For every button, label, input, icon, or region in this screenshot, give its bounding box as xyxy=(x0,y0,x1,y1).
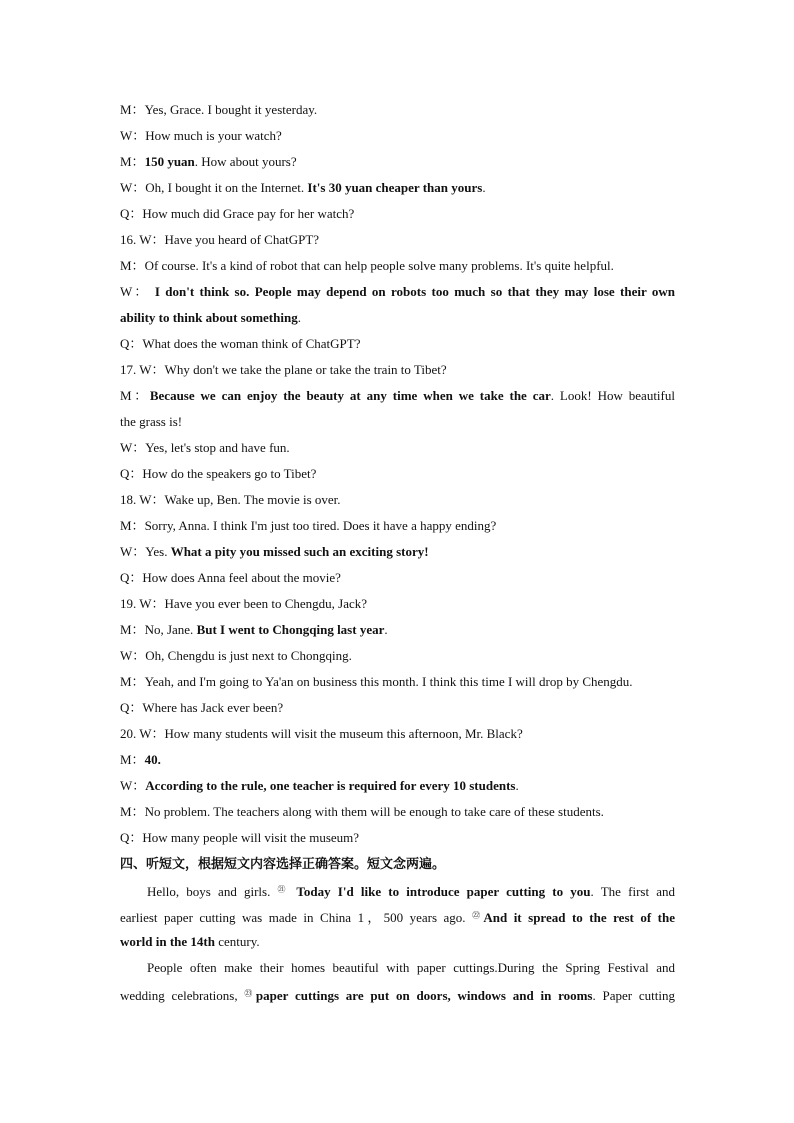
text-line xyxy=(120,180,675,196)
text-line xyxy=(120,934,675,950)
text-span: Yeah, and I'm going to Ya'an on business this month. I think this time I will drop by Chengdu. xyxy=(144,674,633,689)
text-span: M： xyxy=(120,388,150,403)
text-span: 18. W： xyxy=(120,492,165,507)
text-span: Hello, boys and girls. xyxy=(147,884,278,899)
text-span: I don't think so. People may depend on robots too much so that they may lose their own xyxy=(149,284,675,299)
text-line xyxy=(120,596,675,612)
text-span: Of course. It's a kind of robot that can help people solve many problems. It's quite helpful. xyxy=(144,258,614,273)
text-span: It's 30 yuan cheaper than yours xyxy=(307,180,483,195)
text-span: What does the woman think of ChatGPT? xyxy=(142,336,361,351)
text-span: No problem. The teachers along with them will be enough to take care of these students. xyxy=(144,804,604,819)
text-span: Wake up, Ben. The movie is over. xyxy=(164,492,341,507)
text-span: M： xyxy=(120,752,145,767)
text-span: M： xyxy=(120,258,145,273)
text-span: Yes, let's stop and have fun. xyxy=(145,440,290,455)
text-line xyxy=(120,518,675,534)
text-span: Yes, Grace. I bought it yesterday. xyxy=(144,102,318,117)
text-span: ㉓ xyxy=(244,989,256,998)
text-span: Oh, I bought it on the Internet. xyxy=(145,180,308,195)
text-line xyxy=(120,388,675,404)
text-span: How do the speakers go to Tibet? xyxy=(142,466,317,481)
text-span: Because we can enjoy the beauty at any time when we take the car xyxy=(149,388,551,403)
text-span: paper cuttings are put on doors, windows and in rooms xyxy=(255,988,593,1003)
text-span: century. xyxy=(214,934,260,949)
text-span: M： xyxy=(120,674,145,689)
text-span: M： xyxy=(120,102,145,117)
text-line xyxy=(120,232,675,248)
text-span: . xyxy=(515,778,519,793)
text-span: . Paper cutting xyxy=(592,988,676,1003)
text-span: world in the 14th xyxy=(120,934,215,949)
text-span: . How about yours? xyxy=(194,154,297,169)
text-span: Q： xyxy=(120,466,143,481)
text-span: Oh, Chengdu is just next to Chongqing. xyxy=(145,648,352,663)
text-line xyxy=(120,830,675,846)
text-span: . The first and xyxy=(590,884,676,899)
text-line xyxy=(120,778,675,794)
text-line xyxy=(120,362,675,378)
text-span: According to the rule, one teacher is required for every 10 students xyxy=(145,778,516,793)
text-line xyxy=(120,674,675,690)
text-span: 四、听短文，根据短文内容选择正确答案。短文念两遍。 xyxy=(120,857,446,872)
text-line xyxy=(120,414,675,430)
text-line xyxy=(120,440,675,456)
text-line xyxy=(120,336,675,352)
text-line xyxy=(120,154,675,170)
text-line xyxy=(120,986,675,1004)
text-span: M： xyxy=(120,154,145,169)
text-span: Sorry, Anna. I think I'm just too tired. Does it have a happy ending? xyxy=(144,518,497,533)
text-span: ability to think about something xyxy=(120,310,298,325)
text-span: earliest paper cutting was made in China 1，500 years ago. xyxy=(120,910,473,925)
text-span: . xyxy=(384,622,388,637)
text-span: M： xyxy=(120,622,145,637)
text-line xyxy=(120,648,675,664)
text-line xyxy=(120,544,675,560)
text-span: Q： xyxy=(120,570,143,585)
text-line xyxy=(120,622,675,638)
text-line xyxy=(120,700,675,716)
text-span: How does Anna feel about the movie? xyxy=(142,570,341,585)
text-span: M： xyxy=(120,804,145,819)
text-line xyxy=(120,856,675,873)
text-span: . Look! How beautiful xyxy=(550,388,675,403)
text-span: Q： xyxy=(120,830,143,845)
text-span: W： xyxy=(120,648,146,663)
text-span: But I went to Chongqing last year xyxy=(196,622,385,637)
text-line xyxy=(147,882,675,900)
text-span: How much did Grace pay for her watch? xyxy=(142,206,355,221)
text-span: M： xyxy=(120,518,145,533)
text-span: W： xyxy=(120,440,146,455)
text-span: W： xyxy=(120,284,150,299)
text-span: ㉑ xyxy=(277,885,290,894)
text-line xyxy=(120,570,675,586)
text-span: 19. W： xyxy=(120,596,165,611)
text-span: People often make their homes beautiful with paper cuttings.During the Spring Festival and xyxy=(147,960,675,975)
text-line xyxy=(120,128,675,144)
text-line xyxy=(120,804,675,820)
text-line xyxy=(120,284,675,300)
text-line xyxy=(120,726,675,742)
text-line xyxy=(120,310,675,326)
text-span: Have you ever been to Chengdu, Jack? xyxy=(164,596,368,611)
text-span: W： xyxy=(120,128,146,143)
text-span: Q： xyxy=(120,206,143,221)
text-span: W： xyxy=(120,544,146,559)
text-span: How much is your watch? xyxy=(145,128,282,143)
text-line xyxy=(120,258,675,274)
text-span: Why don't we take the plane or take the train to Tibet? xyxy=(164,362,447,377)
text-line xyxy=(120,206,675,222)
text-span: Q： xyxy=(120,336,143,351)
text-span: wedding celebrations, xyxy=(120,988,245,1003)
text-span: 40. xyxy=(144,752,161,767)
text-span: How many people will visit the museum? xyxy=(142,830,360,845)
text-span: Have you heard of ChatGPT? xyxy=(164,232,320,247)
text-line xyxy=(120,466,675,482)
text-span: the grass is! xyxy=(120,414,183,429)
text-span: 17. W： xyxy=(120,362,165,377)
text-span: ㉒ xyxy=(472,911,484,920)
text-span: 20. W： xyxy=(120,726,165,741)
text-line xyxy=(120,752,675,768)
text-span: W： xyxy=(120,778,146,793)
text-span: How many students will visit the museum this afternoon, Mr. Black? xyxy=(164,726,523,741)
text-span: No, Jane. xyxy=(144,622,197,637)
text-span: Q： xyxy=(120,700,143,715)
text-span: Yes. xyxy=(145,544,171,559)
text-span: . xyxy=(482,180,486,195)
text-span: And it spread to the rest of the xyxy=(483,910,676,925)
text-span: Where has Jack ever been? xyxy=(142,700,284,715)
text-span: 16. W： xyxy=(120,232,165,247)
text-line xyxy=(120,908,675,926)
text-span: . xyxy=(297,310,301,325)
text-line xyxy=(147,960,675,976)
text-span: 150 yuan xyxy=(144,154,195,169)
text-span: W： xyxy=(120,180,146,195)
text-line xyxy=(120,102,675,118)
text-span: What a pity you missed such an exciting story! xyxy=(170,544,429,559)
text-line xyxy=(120,492,675,508)
text-span: Today I'd like to introduce paper cutting to you xyxy=(289,884,591,899)
